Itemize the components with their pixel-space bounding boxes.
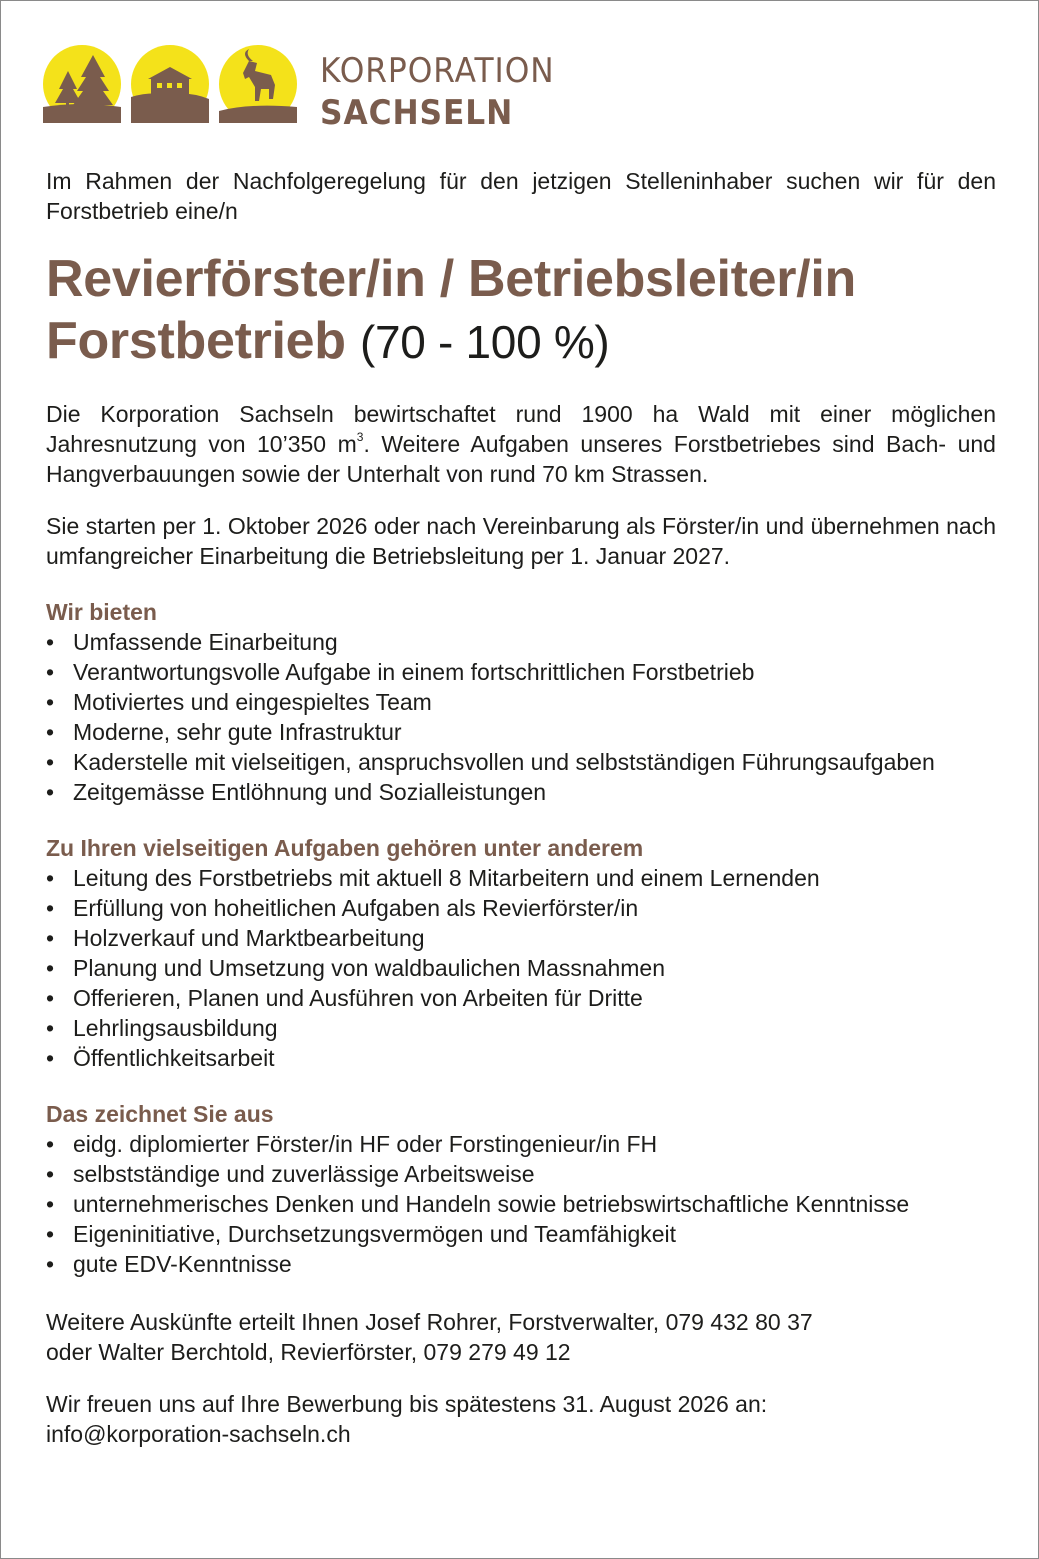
list-item-text: eidg. diplomierter Förster/in HF oder Forstingenieur/in FH — [73, 1131, 658, 1157]
hut-icon — [131, 45, 209, 123]
list-item — [46, 893, 996, 923]
list-item — [46, 863, 996, 893]
offer-list — [46, 627, 996, 807]
job-title-line-1: Revierförster/in / Betriebsleiter/in — [46, 250, 856, 308]
bullet-icon: • — [46, 955, 55, 981]
ibex-icon — [219, 45, 297, 123]
closing-line: Wir freuen uns auf Ihre Bewerbung bis spätestens 31. August 2026 an: — [46, 1391, 768, 1417]
brand-line-1: KORPORATION — [320, 51, 555, 91]
list-item-text: Öffentlichkeitsarbeit — [73, 1045, 275, 1071]
list-item — [46, 923, 996, 953]
bullet-icon: • — [46, 689, 55, 715]
list-item — [46, 627, 996, 657]
offer-heading: Wir bieten — [46, 599, 157, 625]
list-item — [46, 687, 996, 717]
list-item-text: Lehrlingsausbildung — [73, 1015, 278, 1041]
brand-line-2: SACHSELN — [320, 93, 514, 133]
bullet-icon: • — [46, 779, 55, 805]
bullet-icon: • — [46, 1161, 55, 1187]
bullet-icon: • — [46, 749, 55, 775]
list-item-text: Offerieren, Planen und Ausführen von Arbeiten für Dritte — [73, 985, 643, 1011]
job-title — [46, 248, 996, 373]
list-item-text: Erfüllung von hoheitlichen Aufgaben als Revierförster/in — [73, 895, 639, 921]
superscript-3: 3 — [356, 430, 364, 445]
list-item-text: Holzverkauf und Marktbearbeitung — [73, 925, 425, 951]
contact-email[interactable]: info@korporation-sachseln.ch — [46, 1421, 351, 1447]
tasks-heading: Zu Ihren vielseitigen Aufgaben gehören unter anderem — [46, 835, 644, 861]
bullet-icon: • — [46, 1131, 55, 1157]
bullet-icon: • — [46, 1015, 55, 1041]
list-item — [46, 747, 996, 777]
list-item-text: Leitung des Forstbetriebs mit aktuell 8 Mitarbeitern und einem Lernenden — [73, 865, 820, 891]
list-item — [46, 657, 996, 687]
bullet-icon: • — [46, 1045, 55, 1071]
list-item-text: Planung und Umsetzung von waldbaulichen Massnahmen — [73, 955, 665, 981]
list-item-text: Kaderstelle mit vielseitigen, anspruchsvollen und selbstständigen Führungsaufgaben — [73, 749, 935, 775]
list-item-text: Moderne, sehr gute Infrastruktur — [73, 719, 402, 745]
list-item — [46, 1043, 996, 1073]
list-item — [46, 1013, 996, 1043]
list-item — [46, 1189, 996, 1219]
list-item — [46, 1219, 996, 1249]
contact-info — [46, 1307, 996, 1367]
profile-list — [46, 1129, 996, 1279]
list-item-text: gute EDV-Kenntnisse — [73, 1251, 292, 1277]
ad-content — [46, 166, 996, 1449]
list-item — [46, 1159, 996, 1189]
list-item — [46, 717, 996, 747]
contact-line-1: Weitere Auskünfte erteilt Ihnen Josef Rohrer, Forstverwalter, 079 432 80 37 — [46, 1309, 813, 1335]
list-item-text: selbstständige und zuverlässige Arbeitsweise — [73, 1161, 535, 1187]
list-item-text: Eigeninitiative, Durchsetzungsvermögen und Teamfähigkeit — [73, 1221, 677, 1247]
list-item — [46, 777, 996, 807]
company-description-text: Die Korporation Sachseln bewirtschaftet rund 1900 ha Wald mit einer möglichen Jahresnutzung von 10’350 m — [46, 401, 996, 457]
intro-text: Im Rahmen der Nachfolgeregelung für den jetzigen Stelleninhaber suchen wir für den Forstbetrieb eine/n — [46, 168, 996, 224]
job-workload: (70 - 100 %) — [359, 316, 610, 368]
list-item-text: Motiviertes und eingespieltes Team — [73, 689, 432, 715]
bullet-icon: • — [46, 925, 55, 951]
closing-info — [46, 1389, 996, 1449]
list-item — [46, 983, 996, 1013]
list-item — [46, 1249, 996, 1279]
tasks-list — [46, 863, 996, 1073]
list-item-text: Verantwortungsvolle Aufgabe in einem fortschrittlichen Forstbetrieb — [73, 659, 755, 685]
list-item — [46, 1129, 996, 1159]
bullet-icon: • — [46, 1221, 55, 1247]
bullet-icon: • — [46, 985, 55, 1011]
bullet-icon: • — [46, 659, 55, 685]
logo — [43, 44, 555, 133]
brand-wordmark — [320, 50, 575, 134]
contact-line-2: oder Walter Berchtold, Revierförster, 079 279 49 12 — [46, 1339, 571, 1365]
bullet-icon: • — [46, 1251, 55, 1277]
profile-heading: Das zeichnet Sie aus — [46, 1101, 274, 1127]
bullet-icon: • — [46, 865, 55, 891]
company-description — [46, 399, 996, 489]
list-item — [46, 953, 996, 983]
bullet-icon: • — [46, 629, 55, 655]
trees-icon — [43, 45, 121, 123]
bullet-icon: • — [46, 719, 55, 745]
list-item-text: Umfassende Einarbeitung — [73, 629, 338, 655]
list-item-text: Zeitgemässe Entlöhnung und Sozialleistungen — [73, 779, 547, 805]
list-item-text: unternehmerisches Denken und Handeln sowie betriebswirtschaftliche Kenntnisse — [73, 1191, 910, 1217]
bullet-icon: • — [46, 895, 55, 921]
job-title-line-2: Forstbetrieb — [46, 312, 346, 370]
company-description-text-2: . Weitere Aufgaben unseres Forstbetriebes sind Bach- und Hangverbauungen sowie der Unterhalt von rund 70 km Strassen. — [46, 431, 996, 487]
start-date-text: Sie starten per 1. Oktober 2026 oder nach Vereinbarung als Förster/in und übernehmen nach umfangreicher Einarbeitung die Betriebsleitung per 1. Januar 2027. — [46, 513, 996, 569]
bullet-icon: • — [46, 1191, 55, 1217]
